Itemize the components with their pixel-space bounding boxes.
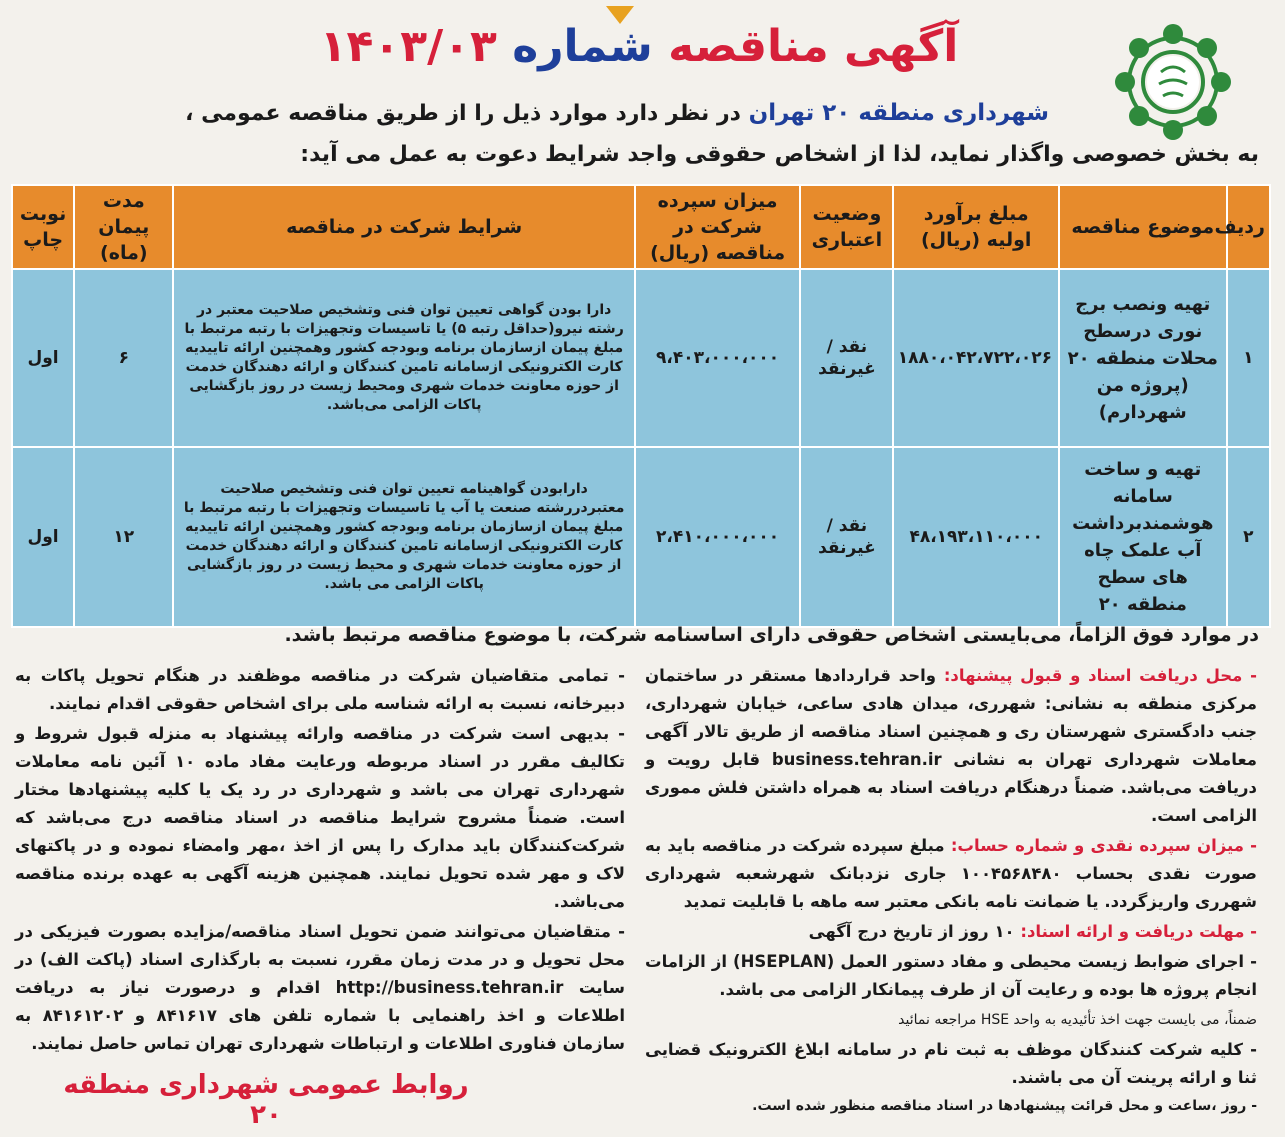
header-row-number: ردیف [1227,185,1270,269]
intro-line-2: به بخش خصوصی واگذار نماید، لذا از اشخاص حقوقی واجد شرایط دعوت به عمل می آید: [300,142,1259,167]
cell-print: اول [12,269,74,447]
cell-row-number: ۱ [1227,269,1270,447]
header-duration: مدت پیمان (ماه) [74,185,173,269]
conditions-paragraph: - بدیهی است شرکت در مناقصه وارائه پیشنهاد به منزله قبول شروط و تکالیف مقرر در اسناد مربوطه ورعایت مفاد ماده ۱۰ آئین نامه معاملات شهرداری تهران می باشد و شهرداری در رد یک یا کلیه پیشنهادها مختار است. ضمناً مشروح شرایط مناقصه در اسناد مناقصه درج می‌باشد که شرکت‌کنندگان باید مدارک را پس از اخذ ،مهر وامضاء نموده و در پاکتهای لاک و مهر شده تحویل نمایند. همچنین هزینه آگهی به عهده برنده مناقصه می‌باشد. [15,724,625,911]
header-estimate: مبلغ برآورد اولیه (ریال) [893,185,1059,269]
cell-subject: تهیه ونصب برج نوری درسطح محلات منطقه ۲۰ (پروژه من شهردارم) [1059,269,1227,447]
upload-paragraph: - متقاضیان می‌توانند ضمن تحویل اسناد مناقصه/مزایده بصورت فیزیکی در محل تحویل و در مدت زمان مقرر، نسبت به بارگذاری اسناد (پاکت الف) در سایت http://business.tehran.ir اقدام و درصورت نیاز به دریافت اطلاعات و اخذ راهنمایی با شماره تلفن های ۸۴۱۶۱۷ و ۸۴۱۶۱۲۰۲ به سازمان فناوری اطلاعات و ارتباطات شهرداری تهران تماس حاصل نمایند. [15,922,625,1053]
docs-location-paragraph [645,662,1257,830]
title-part1: آگهی مناقصه [668,21,959,72]
header-credit: وضعیت اعتباری [800,185,893,269]
table-header-row [12,185,1270,269]
left-column [15,662,625,1060]
cell-estimate: ۱۸۸۰،۰۴۲،۷۲۲،۰۲۶ [893,269,1059,447]
page-title [199,12,1079,82]
cell-duration: ۱۲ [74,447,173,627]
hse-paragraph: - اجرای ضوابط زیست محیطی و مفاد دستور العمل (HSEPLAN) از الزامات انجام پروژه ها بوده و رعایت آن از طرف پیمانکار الزامی می باشد. [645,952,1257,999]
deadline-paragraph [645,918,1257,946]
tehran-municipality-logo-icon [1113,22,1233,142]
cell-duration: ۶ [74,269,173,447]
header-conditions: شرایط شرکت در مناقصه [173,185,634,269]
cell-estimate: ۴۸،۱۹۳،۱۱۰،۰۰۰ [893,447,1059,627]
table-row [12,269,1270,447]
header-print: نوبت چاپ [12,185,74,269]
sana-paragraph: - کلیه شرکت کنندگان موظف به ثبت نام در سامانه ابلاغ الکترونیک قضایی ثنا و ارائه پرینت آن می باشند. [645,1040,1257,1087]
intro-org: شهرداری منطقه ۲۰ تهران [748,100,1049,126]
opening-note: - روز ،ساعت و محل قرائت پیشنهادها در اسناد مناقصه منظور شده است. [752,1098,1257,1114]
cell-print: اول [12,447,74,627]
intro-line-1-rest: در نظر دارد موارد ذیل را از طریق مناقصه عمومی ، [185,101,741,126]
docs-location-label: - محل دریافت اسناد و قبول پیشنهاد: [943,666,1258,685]
cell-row-number: ۲ [1227,447,1270,627]
deadline-label: - مهلت دریافت و ارائه اسناد: [1020,922,1257,941]
tender-notice-page [6,4,1279,1132]
header-deposit: میزان سپرده شرکت در مناقصه (ریال) [635,185,801,269]
national-id-paragraph: - تمامی متقاضیان شرکت در مناقصه موظفند در هنگام تحویل پاکات به دبیرخانه، نسبت به ارائه شناسه ملی برای اشخاص حقوقی اقدام نمایند. [15,666,625,713]
intro-line-1 [185,100,1049,126]
cell-credit: نقد / غیرنقد [800,269,893,447]
cell-credit: نقد / غیرنقد [800,447,893,627]
cell-deposit: ۲،۴۱۰،۰۰۰،۰۰۰ [635,447,801,627]
docs-location-text: واحد قراردادها مستقر در ساختمان مرکزی منطقه به نشانی: شهرری، میدان هادی ساعی، خیابان شهرداری، جنب دادگستری شهرستان ری و همچنین اسناد مناقصه از طریق تالار آگهی معاملات شهرداری تهران به نشانی business.tehran.ir قابل رویت و دریافت می‌باشد. ضمناً درهنگام دریافت اسناد به همراه داشتن فلش مموری الزامی است. [645,666,1257,825]
cell-subject: تهیه و ساخت سامانه هوشمندبرداشت آب علمک چاه های سطح منطقه ۲۰ [1059,447,1227,627]
deadline-text: ۱۰ روز از تاریخ درج آگهی [808,922,1015,941]
table-row [12,447,1270,627]
deposit-text: مبلغ سپرده شرکت در مناقصه باید به صورت نقدی بحساب ۱۰۰۴۵۶۸۴۸۰ جاری نزدبانک شهرشعبه شهرداری شهرری واریزگردد. یا ضمانت نامه بانکی معتبر سه ماهه با قابلیت تمدید [645,836,1258,911]
hse-note: ضمناً، می بایست جهت اخذ تأئیدیه به واحد HSE مراجعه نمائید [898,1012,1257,1028]
deposit-paragraph [645,832,1257,916]
title-part2: شماره [512,21,653,72]
header-subject: موضوع مناقصه [1059,185,1227,269]
deposit-label: - میزان سپرده نقدی و شماره حساب: [950,836,1257,855]
public-relations-footer: روابط عمومی شهرداری منطقه ۲۰ [63,1070,469,1130]
right-column [645,662,1257,1094]
legal-entity-note: در موارد فوق الزاماً، می‌بایستی اشخاص حقوقی دارای اساسنامه شرکت، با موضوع مناقصه مرتبط باشد. [284,624,1259,646]
cell-deposit: ۹،۴۰۳،۰۰۰،۰۰۰ [635,269,801,447]
cell-conditions: دارا بودن گواهی تعیین توان فنی وتشخیص صلاحیت معتبر در رشته نیرو(حداقل رتبه ۵) یا تاسیسات وتجهیزات با رتبه مرتبط با مبلغ پیمان ازسازمان برنامه وبودجه کشور وهمچنین ارائه تاییدیه کارت الکترونیکی ازسامانه تامین کنندگان و ارائه دهندگان خدمت از حوزه معاونت خدمات شهری ومحیط زیست در روز بازگشایی پاکات الزامی می‌باشد. [173,269,634,447]
cell-conditions: دارابودن گواهینامه تعیین توان فنی وتشخیص صلاحیت معتبردررشته صنعت یا آب یا تاسیسات وتجهیزات با رتبه مرتبط با مبلغ پیمان ازسازمان برنامه وبودجه کشور وهمچنین ارائه تاییدیه کارت الکترونیکی ازسامانه تامین کنندگان و ارائه دهندگان خدمت از حوزه معاونت خدمات شهری و محیط زیست در روز بازگشایی پاکات الزامی می باشد. [173,447,634,627]
title-number: ۱۴۰۳/۰۳ [319,21,497,72]
tender-table [11,184,1271,628]
